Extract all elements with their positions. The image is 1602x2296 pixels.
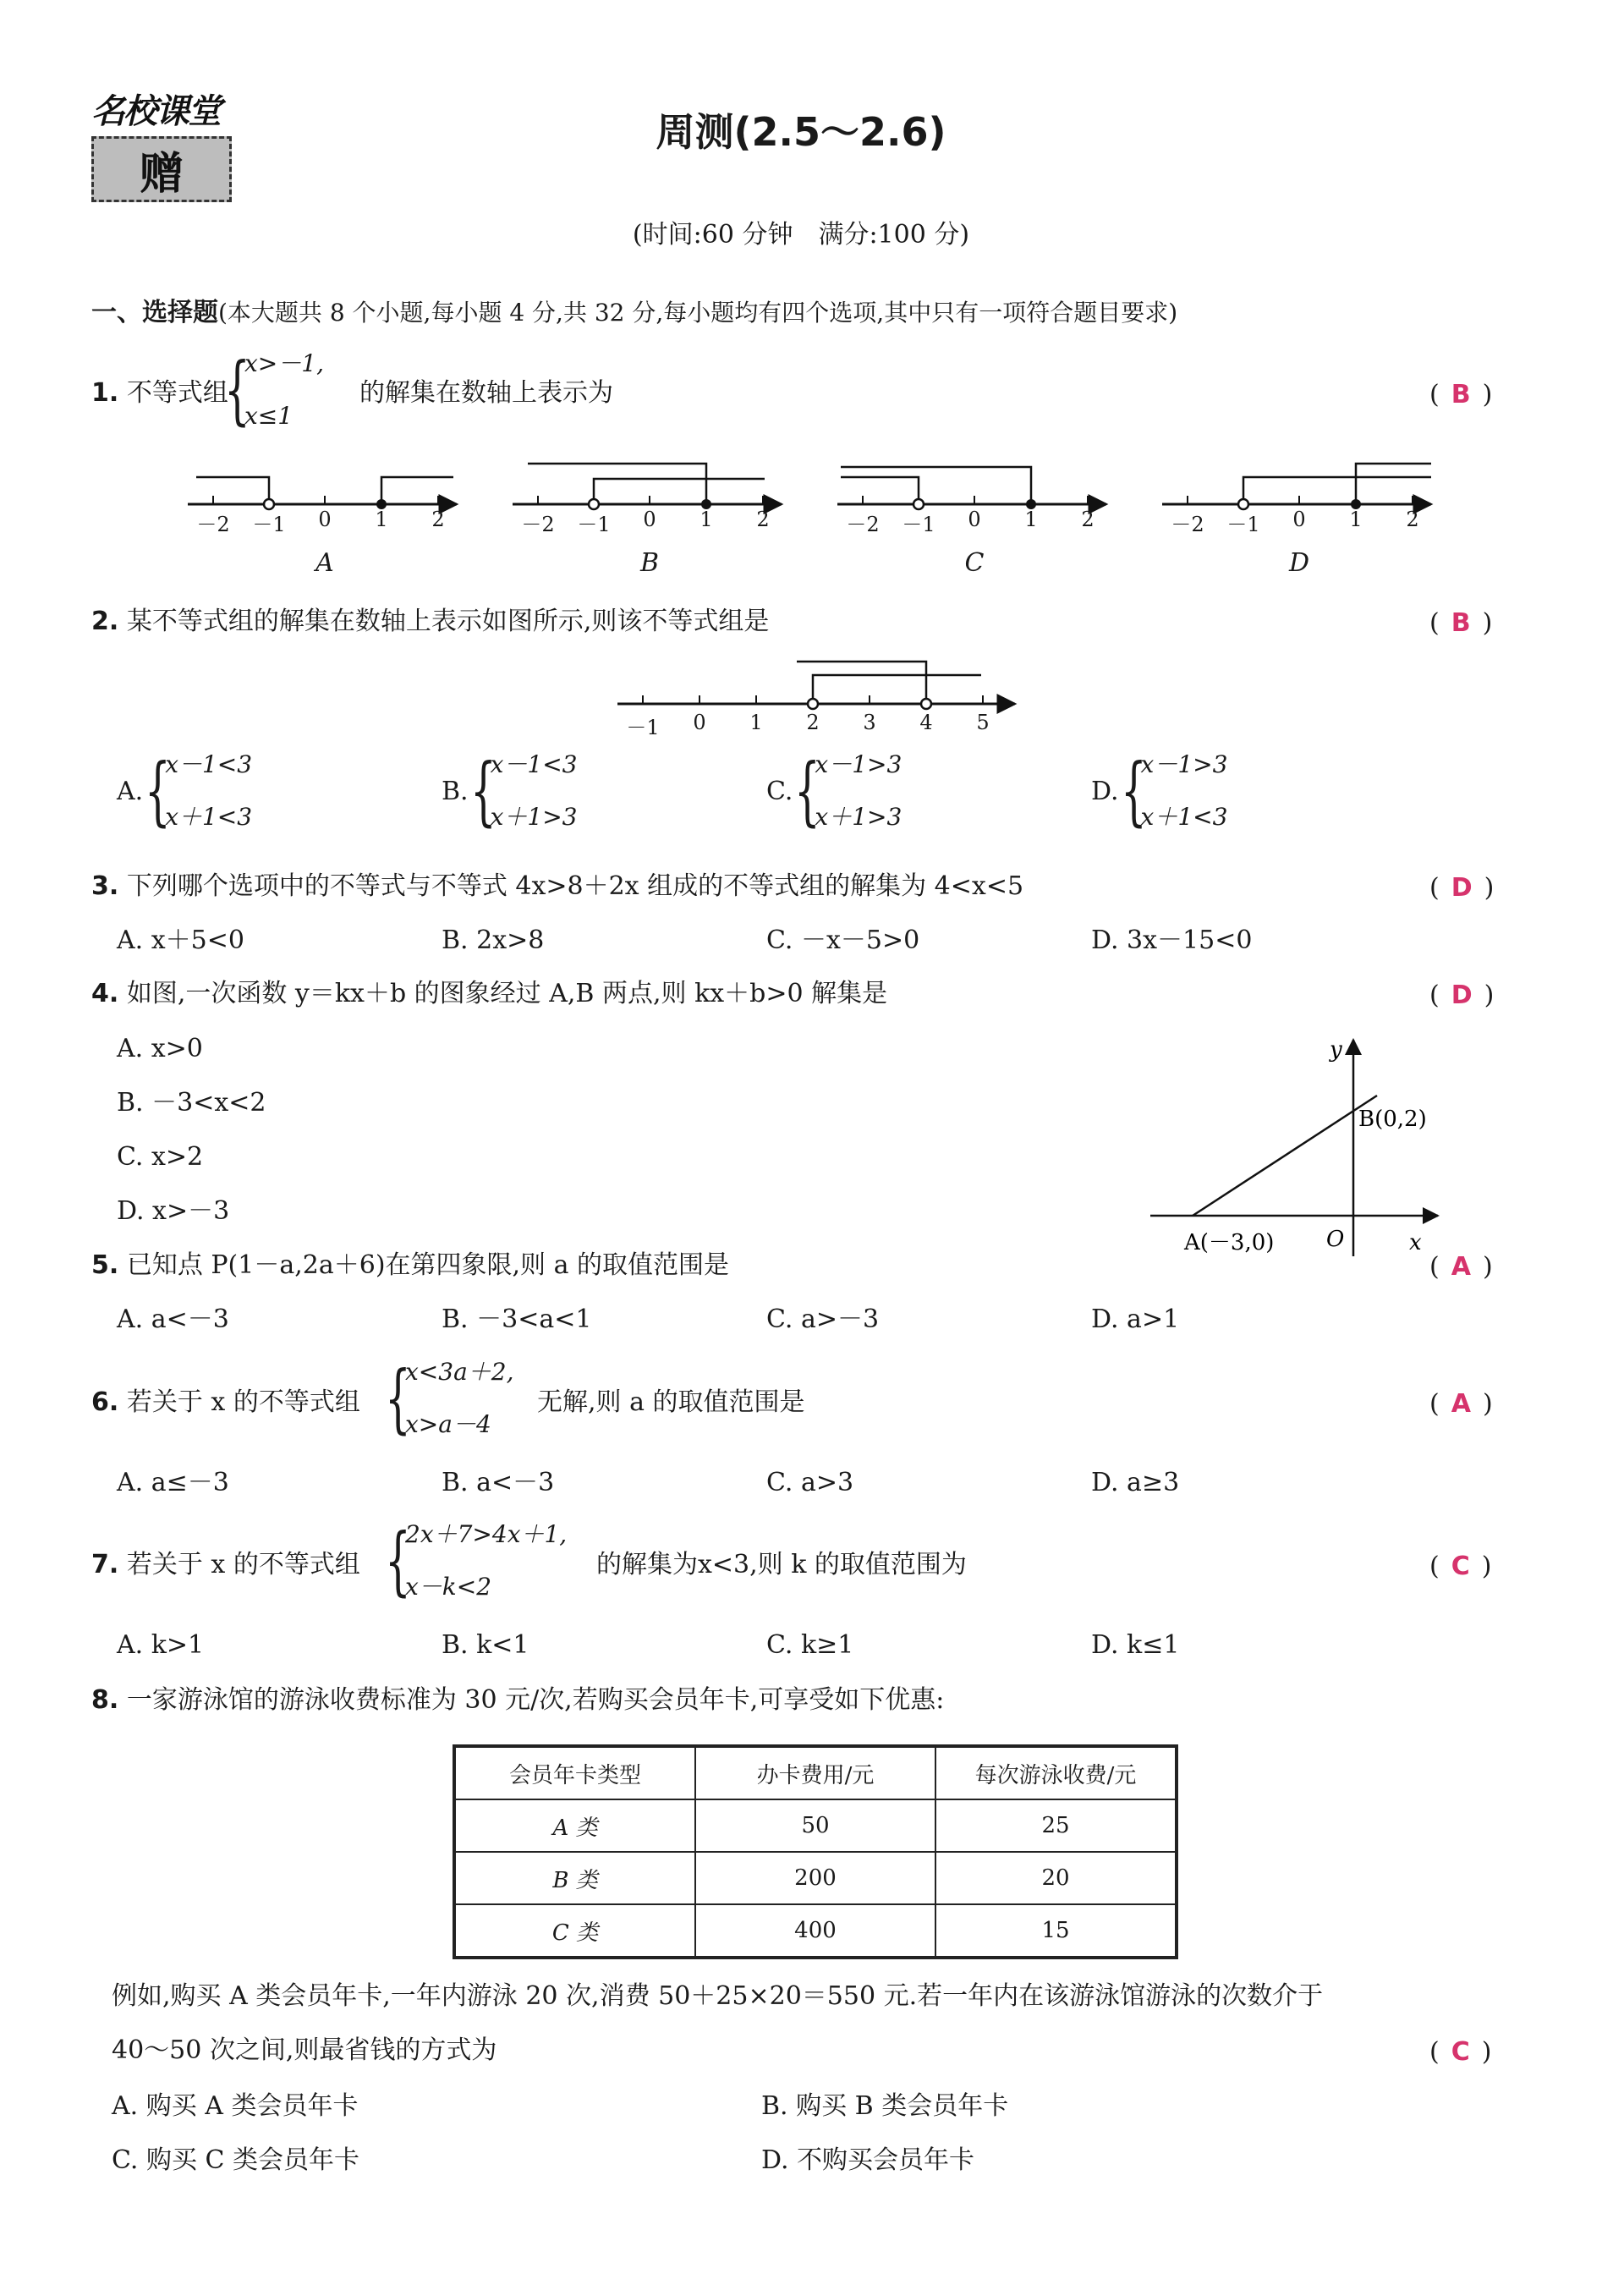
logo-gift-badge: 赠 bbox=[91, 136, 232, 202]
table-cell: 15 bbox=[935, 1904, 1177, 1958]
option-b[interactable]: B. k<1 bbox=[442, 1630, 529, 1660]
page-title: 周测(2.5～2.6) bbox=[656, 109, 946, 155]
question-suffix: 的解集为x<3,则 k 的取值范围为 bbox=[596, 1550, 967, 1579]
tick-label: 2 bbox=[806, 711, 820, 734]
question-prefix: 不等式组 bbox=[126, 378, 228, 408]
option-a[interactable]: A. a<－3 bbox=[117, 1305, 229, 1334]
sys-line: x≤1 bbox=[244, 402, 294, 430]
answer-letter: D bbox=[1451, 873, 1473, 903]
sys-line: x－1>3 bbox=[1140, 750, 1228, 778]
tick-label: 0 bbox=[643, 508, 656, 531]
number-line-option-c[interactable] bbox=[837, 467, 1106, 509]
question-text: 一家游泳馆的游泳收费标准为 30 元/次,若购买会员年卡,可享受如下优惠: bbox=[126, 1685, 945, 1715]
tick-label: －2 bbox=[521, 513, 555, 536]
question-text: 如图,一次函数 y＝kx＋b 的图象经过 A,B 两点,则 kx＋b>0 解集是 bbox=[126, 979, 888, 1008]
option-label[interactable]: D bbox=[1288, 548, 1310, 578]
question-8 bbox=[91, 1684, 944, 1717]
number-line-option-a[interactable] bbox=[188, 477, 457, 509]
tick-label: 2 bbox=[1081, 508, 1095, 531]
question-number: 6. bbox=[91, 1387, 119, 1417]
option-a[interactable]: A. k>1 bbox=[117, 1630, 205, 1660]
option-a[interactable]: A. 购买 A 类会员年卡 bbox=[112, 2091, 359, 2121]
sys-line: x－k<2 bbox=[405, 1573, 492, 1601]
option-c[interactable]: C. a>3 bbox=[766, 1468, 854, 1497]
q6-inequality-system bbox=[385, 1355, 513, 1442]
option-b[interactable]: B. －3<a<1 bbox=[442, 1305, 592, 1334]
table-cell: B 类 bbox=[454, 1852, 695, 1904]
tick-label: －1 bbox=[626, 716, 660, 739]
question-7 bbox=[91, 1548, 360, 1582]
option-c[interactable]: C. 购买 C 类会员年卡 bbox=[112, 2145, 359, 2175]
question-5 bbox=[91, 1249, 729, 1283]
option-label[interactable]: A bbox=[315, 548, 334, 578]
table-cell: 50 bbox=[695, 1799, 935, 1852]
sys-line: x<3a＋2, bbox=[405, 1358, 514, 1386]
option-d[interactable]: D. 3x－15<0 bbox=[1091, 926, 1253, 955]
tick-label: 0 bbox=[968, 508, 981, 531]
tick-label: －1 bbox=[902, 513, 935, 536]
sys-line: x＋1>3 bbox=[490, 803, 578, 831]
option-c[interactable]: C. －x－5>0 bbox=[766, 926, 920, 955]
tick-label: 1 bbox=[700, 508, 713, 531]
tick-label: 1 bbox=[749, 711, 763, 734]
sys-line: x＋1<3 bbox=[1140, 803, 1228, 831]
option-b[interactable]: B. 购买 B 类会员年卡 bbox=[761, 2091, 1009, 2121]
graph-point-a: A(－3,0) bbox=[1184, 1230, 1275, 1255]
option-label: B. bbox=[442, 776, 469, 806]
sys-line: x－1>3 bbox=[815, 750, 902, 778]
graph-y-label: y bbox=[1330, 1037, 1342, 1063]
tick-label: －2 bbox=[196, 513, 230, 536]
answer-letter: B bbox=[1451, 380, 1471, 409]
answer-letter: D bbox=[1451, 980, 1473, 1010]
table-cell: 25 bbox=[935, 1799, 1177, 1852]
brace-symbol: { bbox=[145, 747, 172, 834]
option-b[interactable] bbox=[442, 748, 577, 834]
table-header: 办卡费用/元 bbox=[695, 1746, 935, 1799]
option-c[interactable]: C. k≥1 bbox=[766, 1630, 854, 1660]
question-4 bbox=[91, 977, 887, 1011]
section-title: 一、选择题 bbox=[91, 298, 218, 327]
question-6 bbox=[91, 1386, 360, 1420]
brace-symbol: { bbox=[1120, 747, 1147, 834]
tick-label: －1 bbox=[252, 513, 286, 536]
graph-origin-label: O bbox=[1326, 1227, 1345, 1252]
sys-line: x>－1, bbox=[244, 349, 324, 377]
option-label[interactable]: C bbox=[964, 548, 985, 578]
sys-line: x－1<3 bbox=[165, 750, 253, 778]
answer-paren: ( B ) bbox=[1429, 380, 1493, 409]
option-d[interactable]: D. 不购买会员年卡 bbox=[761, 2145, 975, 2175]
option-b[interactable]: B. a<－3 bbox=[442, 1468, 555, 1497]
question-2 bbox=[91, 605, 769, 639]
table-header: 每次游泳收费/元 bbox=[935, 1746, 1177, 1799]
question-number: 8. bbox=[91, 1685, 119, 1715]
question-number: 7. bbox=[91, 1550, 119, 1579]
q4-function-graph bbox=[1150, 1028, 1455, 1265]
option-c[interactable]: C. a>－3 bbox=[766, 1305, 880, 1334]
table-row bbox=[454, 1799, 1177, 1852]
question-number: 4. bbox=[91, 979, 119, 1008]
option-a[interactable]: A. a≤－3 bbox=[117, 1468, 229, 1497]
table-row bbox=[454, 1904, 1177, 1958]
answer-paren: ( A ) bbox=[1429, 1389, 1493, 1419]
question-number: 3. bbox=[91, 871, 119, 901]
tick-label: 0 bbox=[693, 711, 706, 734]
q2-number-line bbox=[609, 651, 1032, 753]
graph-x-label: x bbox=[1409, 1230, 1422, 1255]
number-line-option-b[interactable] bbox=[513, 464, 782, 509]
tick-label: 1 bbox=[1349, 508, 1363, 531]
tick-label: 2 bbox=[431, 508, 445, 531]
question-suffix: 的解集在数轴上表示为 bbox=[359, 378, 613, 408]
option-label: C. bbox=[766, 776, 793, 806]
sys-line: x－1<3 bbox=[490, 750, 578, 778]
option-d[interactable]: D. k≤1 bbox=[1091, 1630, 1180, 1660]
tick-label: －1 bbox=[1226, 513, 1260, 536]
question-text: 下列哪个选项中的不等式与不等式 4x>8＋2x 组成的不等式组的解集为 4<x<5 bbox=[126, 871, 1024, 901]
answer-paren: ( D ) bbox=[1429, 980, 1495, 1010]
answer-letter: B bbox=[1451, 608, 1471, 638]
brace-symbol: { bbox=[224, 346, 250, 433]
tick-label: －2 bbox=[1171, 513, 1204, 536]
option-label: A. bbox=[117, 776, 144, 806]
table-header-row bbox=[454, 1746, 1177, 1799]
option-b[interactable]: B. －3<x<2 bbox=[117, 1088, 266, 1118]
option-a[interactable] bbox=[117, 748, 252, 834]
table-cell: C 类 bbox=[454, 1904, 695, 1958]
q8-paragraph-line1: 例如,购买 A 类会员年卡,一年内游泳 20 次,消费 50＋25×20＝550 元.若一年内在该游泳馆游泳的次数介于 bbox=[112, 1981, 1324, 2011]
question-1 bbox=[91, 376, 228, 410]
q7-inequality-system bbox=[385, 1518, 567, 1604]
option-d[interactable]: D. a>1 bbox=[1091, 1305, 1180, 1334]
tick-label: 1 bbox=[375, 508, 388, 531]
graph-point-b: B(0,2) bbox=[1358, 1107, 1427, 1132]
answer-paren: ( C ) bbox=[1429, 1552, 1492, 1581]
table-cell: 20 bbox=[935, 1852, 1177, 1904]
question-3 bbox=[91, 870, 1023, 904]
tick-label: 0 bbox=[1292, 508, 1306, 531]
table-cell: 200 bbox=[695, 1852, 935, 1904]
sys-line: x＋1>3 bbox=[815, 803, 902, 831]
question-suffix: 无解,则 a 的取值范围是 bbox=[537, 1387, 805, 1417]
answer-paren: ( D ) bbox=[1429, 873, 1495, 903]
answer-letter: C bbox=[1451, 2037, 1470, 2067]
option-b[interactable]: B. 2x>8 bbox=[442, 926, 545, 955]
sys-line: x＋1<3 bbox=[165, 803, 253, 831]
question-prefix: 若关于 x 的不等式组 bbox=[126, 1387, 360, 1417]
option-d[interactable]: D. x>－3 bbox=[117, 1196, 230, 1226]
brace-symbol: { bbox=[385, 1354, 411, 1442]
brace-symbol: { bbox=[385, 1517, 411, 1604]
answer-letter: C bbox=[1451, 1552, 1470, 1581]
option-d[interactable]: D. a≥3 bbox=[1091, 1468, 1180, 1497]
table-header: 会员年卡类型 bbox=[454, 1746, 695, 1799]
fee-table bbox=[453, 1744, 1178, 1959]
option-label: D. bbox=[1091, 776, 1119, 806]
sys-line: x>a－4 bbox=[405, 1410, 491, 1438]
tick-label: 0 bbox=[318, 508, 332, 531]
tick-label: 1 bbox=[1024, 508, 1038, 531]
table-cell: A 类 bbox=[454, 1799, 695, 1852]
answer-letter: A bbox=[1451, 1389, 1471, 1419]
option-c[interactable] bbox=[766, 748, 902, 834]
answer-paren: ( C ) bbox=[1429, 2037, 1492, 2067]
logo-text: 名校课堂 bbox=[91, 92, 220, 131]
page-subtitle: (时间:60 分钟 满分:100 分) bbox=[632, 220, 970, 250]
option-c[interactable]: C. x>2 bbox=[117, 1142, 204, 1172]
q1-inequality-system bbox=[224, 347, 324, 433]
q8-paragraph-line2: 40～50 次之间,则最省钱的方式为 bbox=[112, 2035, 497, 2065]
question-prefix: 若关于 x 的不等式组 bbox=[126, 1550, 360, 1579]
tick-label: 4 bbox=[919, 711, 933, 734]
brace-symbol: { bbox=[469, 747, 497, 834]
question-number: 2. bbox=[91, 607, 119, 636]
option-label[interactable]: B bbox=[639, 548, 660, 578]
tick-label: 2 bbox=[756, 508, 770, 531]
question-text: 已知点 P(1－a,2a＋6)在第四象限,则 a 的取值范围是 bbox=[126, 1250, 730, 1280]
question-number: 5. bbox=[91, 1250, 119, 1280]
table-row bbox=[454, 1852, 1177, 1904]
section-note: (本大题共 8 个小题,每小题 4 分,共 32 分,每小题均有四个选项,其中只有一项符合题目要求) bbox=[218, 299, 1178, 327]
section-heading bbox=[91, 296, 1177, 330]
answer-paren: ( B ) bbox=[1429, 608, 1493, 638]
tick-label: 2 bbox=[1406, 508, 1419, 531]
tick-label: －2 bbox=[846, 513, 880, 536]
question-text: 某不等式组的解集在数轴上表示如图所示,则该不等式组是 bbox=[126, 607, 770, 636]
table-cell: 400 bbox=[695, 1904, 935, 1958]
option-a[interactable]: A. x>0 bbox=[117, 1034, 203, 1063]
answer-letter: A bbox=[1451, 1252, 1471, 1282]
brace-symbol: { bbox=[794, 747, 821, 834]
tick-label: －1 bbox=[577, 513, 611, 536]
sys-line: 2x＋7>4x＋1, bbox=[405, 1520, 568, 1548]
number-line-option-d[interactable] bbox=[1162, 464, 1431, 509]
option-d[interactable] bbox=[1091, 748, 1227, 834]
tick-label: 3 bbox=[863, 711, 876, 734]
option-a[interactable]: A. x＋5<0 bbox=[117, 926, 244, 955]
answer-paren: ( A ) bbox=[1429, 1252, 1493, 1282]
question-number: 1. bbox=[91, 378, 119, 408]
tick-label: 5 bbox=[976, 711, 990, 734]
